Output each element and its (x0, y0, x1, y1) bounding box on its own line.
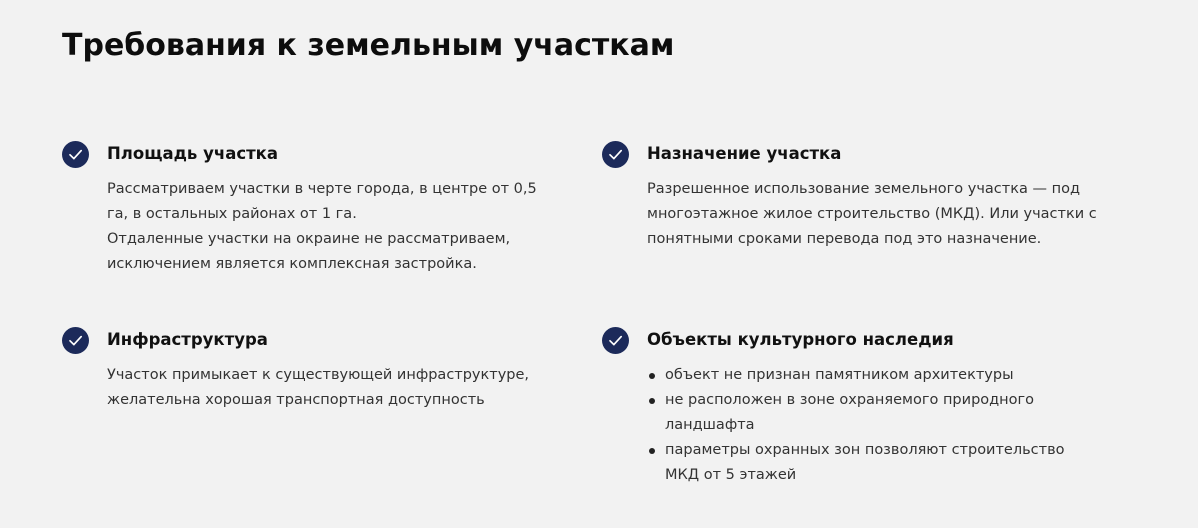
bullet-icon (649, 448, 655, 454)
requirement-description (107, 177, 557, 277)
list-item-text: параметры охранных зон позволяют строительство МКД от 5 этажей (665, 442, 1065, 483)
requirement-description (647, 177, 1097, 252)
bullet-icon (649, 373, 655, 379)
requirement-paragraph: Разрешенное использование земельного участка — под многоэтажное жилое строительство (МКД). Или участки с понятными сроками перевода под это назначение. (647, 181, 1097, 247)
requirement-title: Объекты культурного наследия (647, 330, 954, 349)
bullet-icon (649, 398, 655, 404)
requirement-title: Площадь участка (107, 144, 279, 163)
check-icon (62, 141, 89, 168)
requirement-title: Инфраструктура (107, 330, 268, 349)
requirement-paragraph: Рассматриваем участки в черте города, в центре от 0,5 га, в остальных районах от 1 га. (107, 181, 537, 222)
requirement-bullet-list (647, 363, 1087, 488)
list-item (647, 438, 1087, 488)
requirement-paragraph: Участок примыкает к существующей инфраструктуре, желательна хорошая транспортная доступность (107, 367, 530, 408)
list-item (647, 388, 1087, 438)
requirement-paragraph: Отдаленные участки на окраине не рассматриваем, исключением является комплексная застройка. (107, 231, 511, 272)
requirement-description (107, 363, 557, 413)
requirement-title: Назначение участка (647, 144, 842, 163)
list-item-text: объект не признан памятником архитектуры (665, 367, 1014, 383)
check-icon (602, 141, 629, 168)
list-item-text: не расположен в зоне охраняемого природного ландшафта (665, 392, 1035, 433)
check-icon (62, 327, 89, 354)
check-icon (602, 327, 629, 354)
list-item (647, 363, 1087, 388)
page-title: Требования к земельным участкам (62, 28, 675, 63)
